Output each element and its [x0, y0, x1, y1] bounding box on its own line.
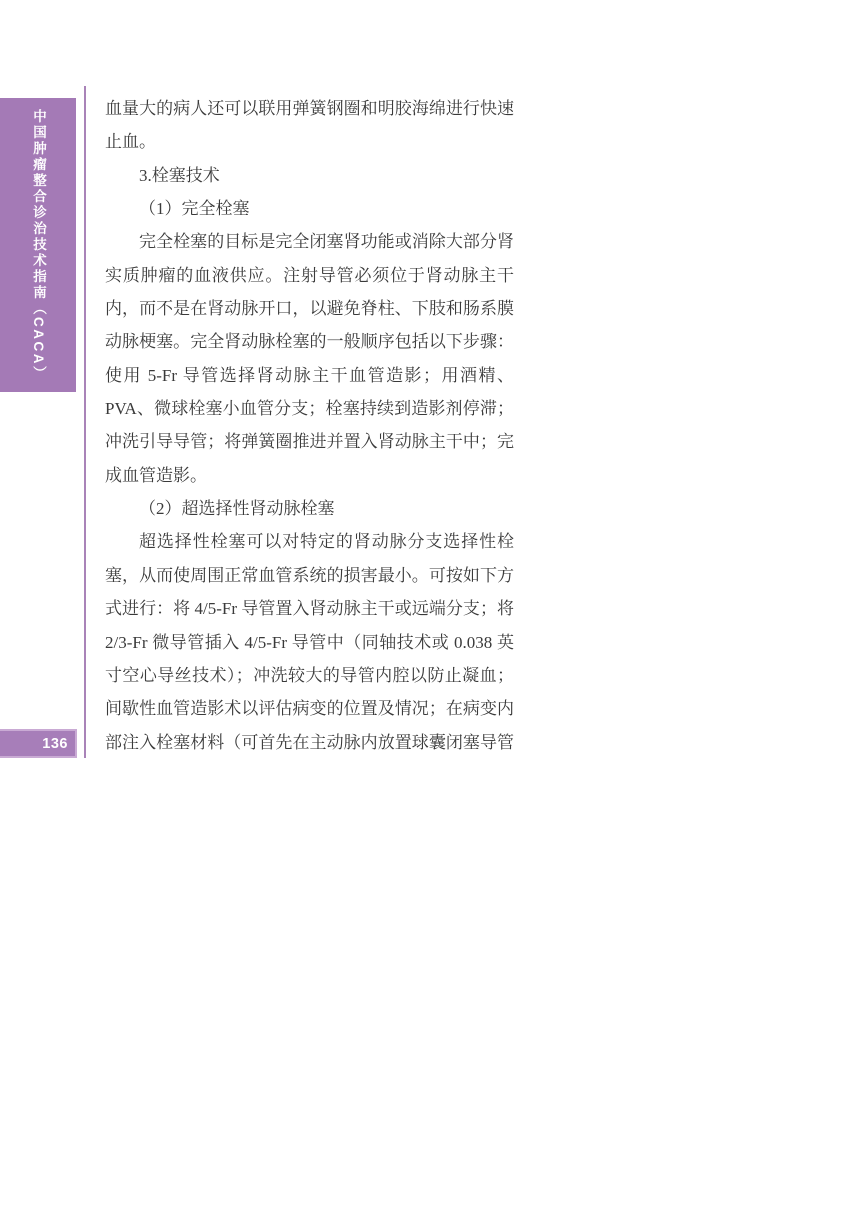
text-line: （1）完全栓塞 — [139, 199, 250, 219]
text-line: 成血管造影。 — [105, 465, 207, 485]
page-number: 136 — [42, 735, 68, 752]
text-line: 超选择性栓塞可以对特定的肾动脉分支选择性栓 — [139, 532, 514, 552]
text-line: 完全栓塞的目标是完全闭塞肾功能或消除大部分肾 — [139, 232, 514, 252]
text-line: （2）超选择性肾动脉栓塞 — [139, 499, 335, 519]
text-line: PVA、微球栓塞小血管分支；栓塞持续到造影剂停滞； — [105, 399, 514, 419]
page-number-badge — [0, 729, 77, 758]
text-line: 塞，从而使周围正常血管系统的损害最小。可按如下方 — [105, 565, 514, 585]
divider-line — [84, 86, 86, 758]
text-line: 部注入栓塞材料（可首先在主动脉内放置球囊闭塞导管 — [105, 732, 514, 752]
sidebar-title: 中国肿瘤整合诊治技术指南（CACA） — [31, 108, 46, 382]
text-line: 血量大的病人还可以联用弹簧钢圈和明胶海绵进行快速 — [105, 99, 514, 118]
text-line: 2/3-Fr 微导管插入 4/5-Fr 导管中（同轴技术或 0.038 英 — [105, 632, 514, 652]
text-line: 止血。 — [105, 132, 156, 152]
text-line: 动脉梗塞。完全肾动脉栓塞的一般顺序包括以下步骤： — [105, 332, 514, 352]
text-line: 间歇性血管造影术以评估病变的位置及情况；在病变内 — [105, 699, 514, 719]
sidebar-banner — [0, 98, 76, 392]
text-line: 冲洗引导导管；将弹簧圈推进并置入肾动脉主干中；完 — [105, 432, 514, 452]
text-line: 3.栓塞技术 — [139, 165, 220, 185]
text-line: 内，而不是在肾动脉开口，以避免脊柱、下肢和肠系膜 — [105, 299, 514, 319]
text-line: 寸空心导丝技术）；冲洗较大的导管内腔以防止凝血； — [105, 665, 514, 685]
text-line: 式进行：将 4/5-Fr 导管置入肾动脉主干或远端分支；将 — [105, 599, 514, 619]
body-text — [105, 92, 514, 759]
text-line: 使用 5-Fr 导管选择肾动脉主干血管造影；用酒精、 — [105, 365, 514, 385]
text-line: 实质肿瘤的血液供应。注射导管必须位于肾动脉主干 — [105, 265, 514, 285]
